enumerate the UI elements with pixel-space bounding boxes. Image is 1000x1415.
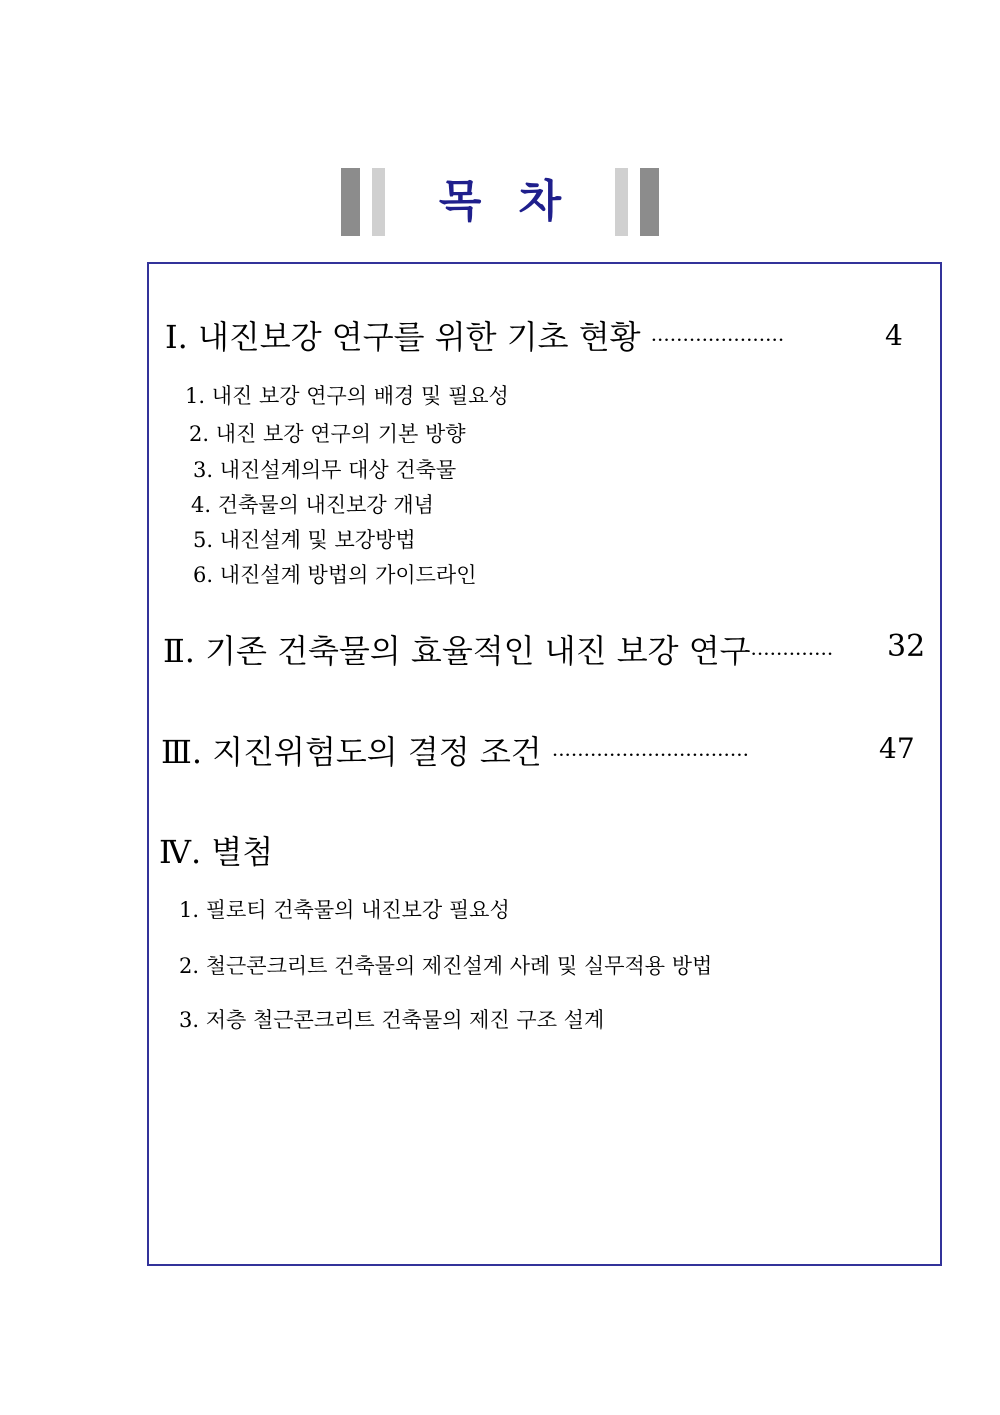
toc-section-2[interactable]: Ⅱ. 기존 건축물의 효율적인 내진 보강 연구············· [163, 632, 834, 670]
toc-section-3[interactable]: Ⅲ. 지진위험도의 결정 조건 ······························· [161, 733, 749, 771]
toc-section-1[interactable]: Ⅰ. 내진보강 연구를 위한 기초 현황 ····················· [165, 318, 785, 356]
toc-item[interactable]: 6. 내진설계 방법의 가이드라인 [193, 563, 477, 587]
toc-item[interactable]: 5. 내진설계 및 보강방법 [193, 528, 416, 552]
toc-item[interactable]: 3. 내진설계의무 대상 건축물 [193, 458, 457, 482]
toc-section-4[interactable]: Ⅳ. 별첨 [159, 833, 274, 871]
page-title: 목 차 [438, 176, 562, 227]
dot-leader: ············· [750, 641, 834, 666]
section-title: 지진위험도의 결정 조건 [212, 733, 542, 771]
section-title: 별첨 [211, 833, 274, 871]
title-bar-left-dark [341, 168, 360, 236]
toc-item[interactable]: 2. 철근콘크리트 건축물의 제진설계 사례 및 실무적용 방법 [179, 954, 713, 978]
section-numeral: Ⅲ [161, 733, 192, 771]
section-page-number[interactable]: 32 [887, 629, 926, 664]
title-banner [0, 168, 1000, 238]
toc-item[interactable]: 3. 저층 철근콘크리트 건축물의 제진 구조 설계 [179, 1008, 605, 1032]
title-bar-left-light [372, 168, 385, 236]
toc-item[interactable]: 4. 건축물의 내진보강 개념 [191, 493, 434, 517]
section-page-number[interactable]: 47 [879, 732, 915, 765]
dot-leader: ····················· [650, 327, 785, 352]
toc-box [147, 262, 942, 1266]
dot-leader: ······························· [551, 742, 749, 767]
toc-item[interactable]: 2. 내진 보강 연구의 기본 방향 [189, 422, 466, 446]
section-title: 내진보강 연구를 위한 기초 현황 [197, 318, 641, 356]
section-numeral: Ⅳ [159, 833, 191, 871]
toc-item[interactable]: 1. 내진 보강 연구의 배경 및 필요성 [185, 384, 509, 408]
section-page-number[interactable]: 4 [885, 319, 903, 352]
section-numeral: Ⅰ [165, 318, 178, 356]
section-numeral: Ⅱ [163, 632, 185, 670]
section-title: 기존 건축물의 효율적인 내진 보강 연구 [205, 632, 751, 670]
title-bar-right-light [615, 168, 628, 236]
toc-item[interactable]: 1. 필로티 건축물의 내진보강 필요성 [179, 898, 510, 922]
title-bar-right-dark [640, 168, 659, 236]
